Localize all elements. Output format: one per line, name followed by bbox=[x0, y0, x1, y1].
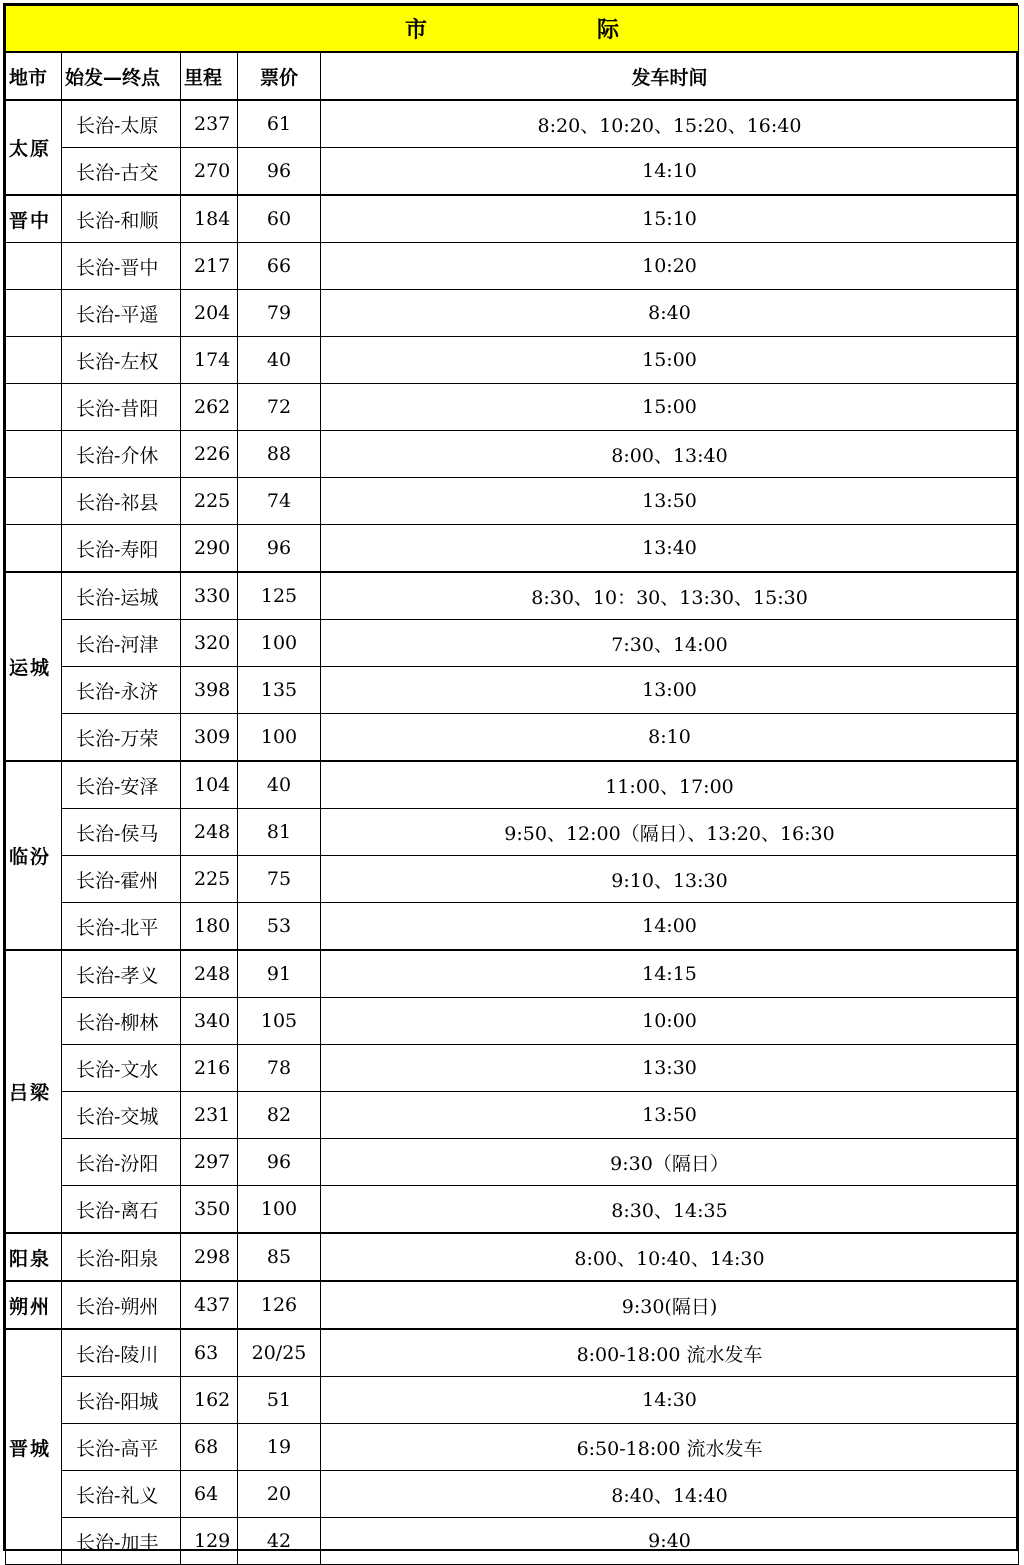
price-cell: 40 bbox=[238, 337, 321, 384]
table-row bbox=[6, 100, 1019, 148]
departure-times-cell: 8:40、14:40 bbox=[321, 1471, 1019, 1518]
distance-cell: 226 bbox=[181, 431, 238, 478]
distance-cell: 174 bbox=[181, 337, 238, 384]
departure-times-cell: 8:40 bbox=[321, 290, 1019, 337]
table-row bbox=[6, 572, 1019, 620]
departure-times-cell: 10:00 bbox=[321, 998, 1019, 1045]
route-cell: 长治-晋中 bbox=[62, 243, 181, 290]
table-row bbox=[6, 337, 1019, 384]
region-cell: 阳泉 bbox=[6, 1233, 62, 1281]
departure-times-cell: 14:15 bbox=[321, 950, 1019, 998]
departure-times-cell: 14:30 bbox=[321, 1377, 1019, 1424]
price-cell: 100 bbox=[238, 620, 321, 667]
header-region: 地市 bbox=[6, 52, 62, 100]
region-cell: 运城 bbox=[6, 572, 62, 761]
price-cell: 81 bbox=[238, 809, 321, 856]
route-cell: 长治-介休 bbox=[62, 431, 181, 478]
distance-cell: 217 bbox=[181, 243, 238, 290]
region-cell bbox=[6, 431, 62, 478]
departure-times-cell: 13:50 bbox=[321, 478, 1019, 525]
distance-cell: 262 bbox=[181, 384, 238, 431]
departure-times-cell: 9:30（隔日） bbox=[321, 1139, 1019, 1186]
distance-cell: 398 bbox=[181, 667, 238, 714]
departure-times-cell: 6:50-18:00 流水发车 bbox=[321, 1424, 1019, 1471]
price-cell: 75 bbox=[238, 856, 321, 903]
title-right-char: 际 bbox=[597, 18, 620, 43]
distance-cell: 290 bbox=[181, 525, 238, 573]
route-cell: 长治-汾阳 bbox=[62, 1139, 181, 1186]
distance-cell: 68 bbox=[181, 1424, 238, 1471]
price-cell: 96 bbox=[238, 148, 321, 196]
region-cell bbox=[6, 290, 62, 337]
distance-cell: 350 bbox=[181, 1186, 238, 1234]
distance-cell: 104 bbox=[181, 761, 238, 809]
distance-cell: 216 bbox=[181, 1045, 238, 1092]
departure-times-cell: 15:10 bbox=[321, 195, 1019, 243]
table-row bbox=[6, 1092, 1019, 1139]
distance-cell: 162 bbox=[181, 1377, 238, 1424]
route-cell: 长治-北平 bbox=[62, 903, 181, 951]
distance-cell: 204 bbox=[181, 290, 238, 337]
departure-times-cell: 15:00 bbox=[321, 384, 1019, 431]
region-cell bbox=[6, 243, 62, 290]
price-cell: 51 bbox=[238, 1377, 321, 1424]
region-cell: 晋城 bbox=[6, 1329, 62, 1565]
header-distance: 里程 bbox=[181, 52, 238, 100]
table-row bbox=[6, 1518, 1019, 1565]
table-row bbox=[6, 1233, 1019, 1281]
distance-cell: 225 bbox=[181, 856, 238, 903]
table-row bbox=[6, 290, 1019, 337]
table-row bbox=[6, 148, 1019, 196]
route-cell: 长治-加丰 bbox=[62, 1518, 181, 1565]
route-cell: 长治-河津 bbox=[62, 620, 181, 667]
distance-cell: 231 bbox=[181, 1092, 238, 1139]
departure-times-cell: 8:30、10：30、13:30、15:30 bbox=[321, 572, 1019, 620]
route-cell: 长治-阳泉 bbox=[62, 1233, 181, 1281]
route-cell: 长治-高平 bbox=[62, 1424, 181, 1471]
route-cell: 长治-运城 bbox=[62, 572, 181, 620]
route-cell: 长治-平遥 bbox=[62, 290, 181, 337]
route-cell: 长治-阳城 bbox=[62, 1377, 181, 1424]
departure-times-cell: 9:30(隔日) bbox=[321, 1281, 1019, 1329]
distance-cell: 248 bbox=[181, 809, 238, 856]
price-cell: 72 bbox=[238, 384, 321, 431]
distance-cell: 270 bbox=[181, 148, 238, 196]
title-row bbox=[6, 6, 1019, 53]
price-cell: 100 bbox=[238, 1186, 321, 1234]
departure-times-cell: 8:30、14:35 bbox=[321, 1186, 1019, 1234]
distance-cell: 340 bbox=[181, 998, 238, 1045]
table-row bbox=[6, 478, 1019, 525]
table-row bbox=[6, 667, 1019, 714]
departure-times-cell: 13:00 bbox=[321, 667, 1019, 714]
distance-cell: 309 bbox=[181, 714, 238, 762]
price-cell: 60 bbox=[238, 195, 321, 243]
price-cell: 91 bbox=[238, 950, 321, 998]
departure-times-cell: 8:00-18:00 流水发车 bbox=[321, 1329, 1019, 1377]
price-cell: 135 bbox=[238, 667, 321, 714]
route-cell: 长治-陵川 bbox=[62, 1329, 181, 1377]
route-cell: 长治-永济 bbox=[62, 667, 181, 714]
header-times: 发车时间 bbox=[321, 52, 1019, 100]
distance-cell: 330 bbox=[181, 572, 238, 620]
price-cell: 96 bbox=[238, 525, 321, 573]
title-left-char: 市 bbox=[405, 18, 428, 43]
table-title bbox=[6, 6, 1019, 53]
table-row bbox=[6, 1471, 1019, 1518]
distance-cell: 63 bbox=[181, 1329, 238, 1377]
price-cell: 105 bbox=[238, 998, 321, 1045]
table-row bbox=[6, 903, 1019, 951]
region-cell: 太原 bbox=[6, 100, 62, 195]
table-row bbox=[6, 714, 1019, 762]
price-cell: 79 bbox=[238, 290, 321, 337]
departure-times-cell: 9:10、13:30 bbox=[321, 856, 1019, 903]
distance-cell: 180 bbox=[181, 903, 238, 951]
departure-times-cell: 9:40 bbox=[321, 1518, 1019, 1565]
table-row bbox=[6, 1139, 1019, 1186]
route-cell: 长治-万荣 bbox=[62, 714, 181, 762]
table-row bbox=[6, 809, 1019, 856]
price-cell: 125 bbox=[238, 572, 321, 620]
price-cell: 20/25 bbox=[238, 1329, 321, 1377]
table-row bbox=[6, 856, 1019, 903]
price-cell: 42 bbox=[238, 1518, 321, 1565]
region-cell: 临汾 bbox=[6, 761, 62, 950]
departure-times-cell: 8:00、13:40 bbox=[321, 431, 1019, 478]
route-cell: 长治-寿阳 bbox=[62, 525, 181, 573]
table-row bbox=[6, 620, 1019, 667]
header-price: 票价 bbox=[238, 52, 321, 100]
price-cell: 88 bbox=[238, 431, 321, 478]
route-cell: 长治-太原 bbox=[62, 100, 181, 148]
departure-times-cell: 9:50、12:00（隔日）、13:20、16:30 bbox=[321, 809, 1019, 856]
table-row bbox=[6, 1329, 1019, 1377]
route-cell: 长治-柳林 bbox=[62, 998, 181, 1045]
route-cell: 长治-霍州 bbox=[62, 856, 181, 903]
price-cell: 66 bbox=[238, 243, 321, 290]
departure-times-cell: 11:00、17:00 bbox=[321, 761, 1019, 809]
table-row bbox=[6, 950, 1019, 998]
departure-times-cell: 13:30 bbox=[321, 1045, 1019, 1092]
price-cell: 74 bbox=[238, 478, 321, 525]
table-row bbox=[6, 384, 1019, 431]
departure-times-cell: 14:00 bbox=[321, 903, 1019, 951]
departure-times-cell: 13:40 bbox=[321, 525, 1019, 573]
price-cell: 61 bbox=[238, 100, 321, 148]
table-row bbox=[6, 525, 1019, 573]
route-cell: 长治-祁县 bbox=[62, 478, 181, 525]
distance-cell: 320 bbox=[181, 620, 238, 667]
region-cell bbox=[6, 525, 62, 573]
distance-cell: 248 bbox=[181, 950, 238, 998]
region-cell: 吕梁 bbox=[6, 950, 62, 1233]
route-cell: 长治-安泽 bbox=[62, 761, 181, 809]
price-cell: 126 bbox=[238, 1281, 321, 1329]
price-cell: 53 bbox=[238, 903, 321, 951]
region-cell: 朔州 bbox=[6, 1281, 62, 1329]
table-row bbox=[6, 1377, 1019, 1424]
distance-cell: 297 bbox=[181, 1139, 238, 1186]
region-cell: 晋中 bbox=[6, 195, 62, 243]
departure-times-cell: 8:10 bbox=[321, 714, 1019, 762]
price-cell: 78 bbox=[238, 1045, 321, 1092]
price-cell: 82 bbox=[238, 1092, 321, 1139]
region-cell bbox=[6, 384, 62, 431]
price-cell: 19 bbox=[238, 1424, 321, 1471]
route-cell: 长治-孝义 bbox=[62, 950, 181, 998]
distance-cell: 298 bbox=[181, 1233, 238, 1281]
schedule-sheet bbox=[3, 3, 1018, 1554]
table-row bbox=[6, 1045, 1019, 1092]
table-row bbox=[6, 195, 1019, 243]
departure-times-cell: 13:50 bbox=[321, 1092, 1019, 1139]
route-cell: 长治-朔州 bbox=[62, 1281, 181, 1329]
price-cell: 85 bbox=[238, 1233, 321, 1281]
distance-cell: 225 bbox=[181, 478, 238, 525]
table-row bbox=[6, 761, 1019, 809]
departure-times-cell: 8:00、10:40、14:30 bbox=[321, 1233, 1019, 1281]
table-row bbox=[6, 243, 1019, 290]
route-cell: 长治-离石 bbox=[62, 1186, 181, 1234]
region-cell bbox=[6, 478, 62, 525]
route-cell: 长治-文水 bbox=[62, 1045, 181, 1092]
route-cell: 长治-古交 bbox=[62, 148, 181, 196]
table-row bbox=[6, 998, 1019, 1045]
table-row bbox=[6, 1281, 1019, 1329]
header-route: 始发—终点 bbox=[62, 52, 181, 100]
distance-cell: 437 bbox=[181, 1281, 238, 1329]
table-row bbox=[6, 1186, 1019, 1234]
table-row bbox=[6, 1424, 1019, 1471]
route-cell: 长治-昔阳 bbox=[62, 384, 181, 431]
distance-cell: 64 bbox=[181, 1471, 238, 1518]
header-row bbox=[6, 52, 1019, 100]
departure-times-cell: 10:20 bbox=[321, 243, 1019, 290]
table-row bbox=[6, 431, 1019, 478]
departure-times-cell: 8:20、10:20、15:20、16:40 bbox=[321, 100, 1019, 148]
price-cell: 20 bbox=[238, 1471, 321, 1518]
region-cell bbox=[6, 337, 62, 384]
distance-cell: 184 bbox=[181, 195, 238, 243]
route-cell: 长治-侯马 bbox=[62, 809, 181, 856]
route-cell: 长治-左权 bbox=[62, 337, 181, 384]
price-cell: 96 bbox=[238, 1139, 321, 1186]
departure-times-cell: 7:30、14:00 bbox=[321, 620, 1019, 667]
departure-times-cell: 15:00 bbox=[321, 337, 1019, 384]
route-cell: 长治-交城 bbox=[62, 1092, 181, 1139]
schedule-rows bbox=[6, 100, 1019, 1565]
route-cell: 长治-和顺 bbox=[62, 195, 181, 243]
price-cell: 40 bbox=[238, 761, 321, 809]
price-cell: 100 bbox=[238, 714, 321, 762]
bus-schedule-table bbox=[5, 5, 1019, 1565]
distance-cell: 129 bbox=[181, 1518, 238, 1565]
departure-times-cell: 14:10 bbox=[321, 148, 1019, 196]
route-cell: 长治-礼义 bbox=[62, 1471, 181, 1518]
distance-cell: 237 bbox=[181, 100, 238, 148]
